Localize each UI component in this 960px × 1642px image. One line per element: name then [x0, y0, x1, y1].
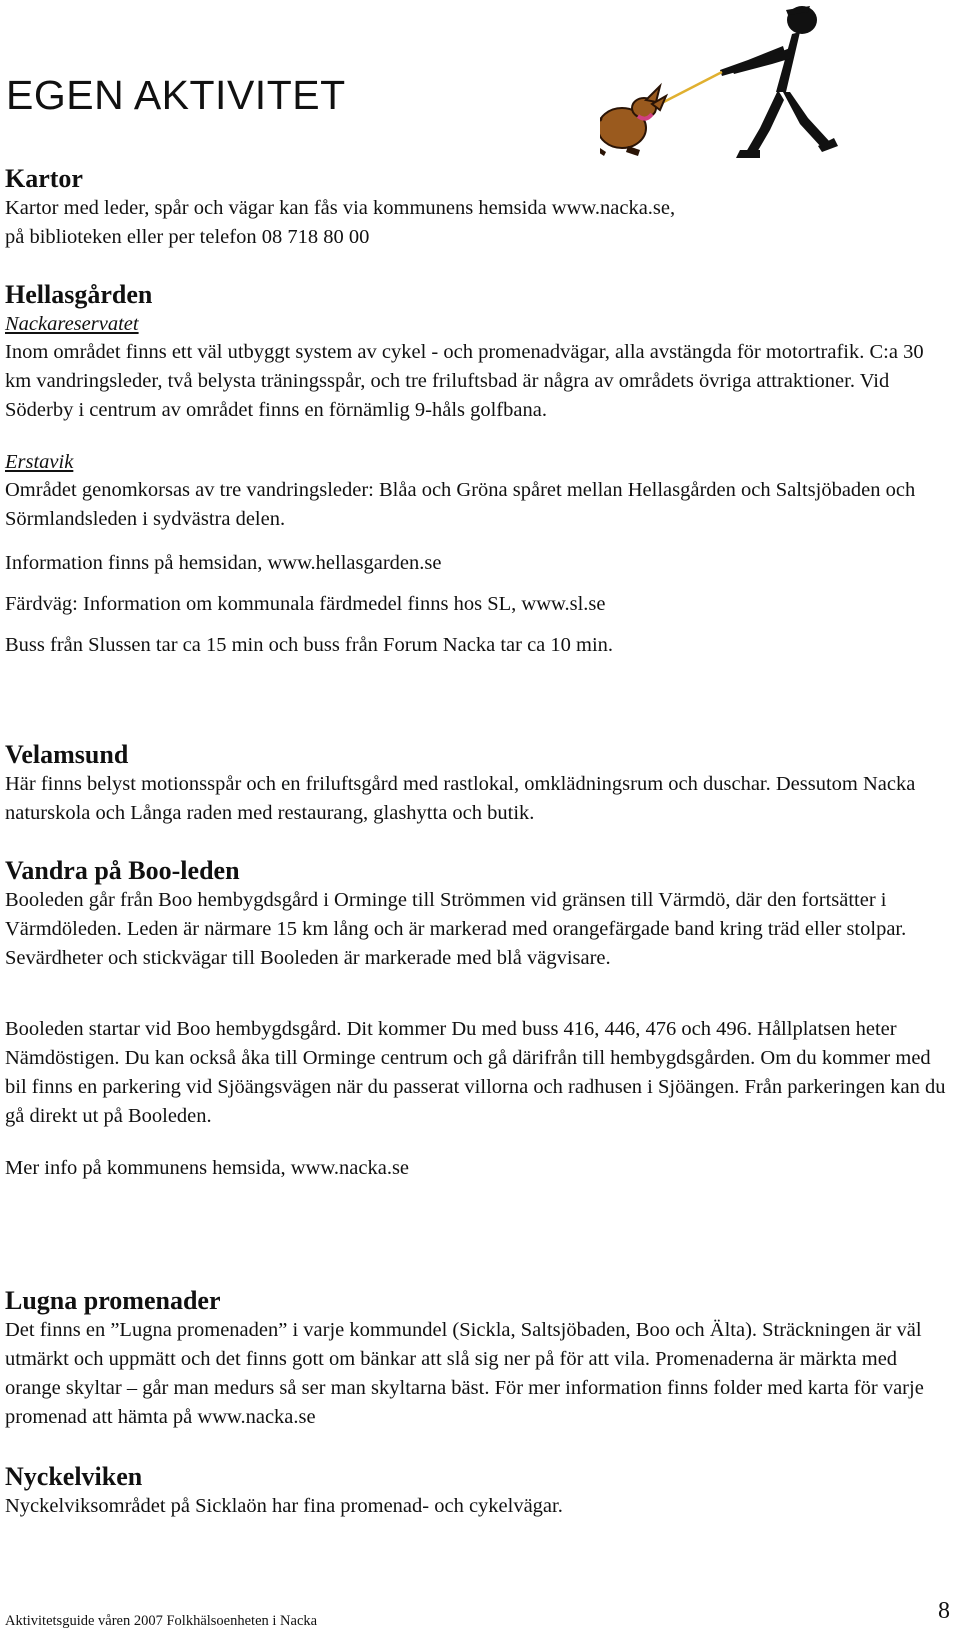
subheading-erstavik: Erstavik [5, 451, 74, 473]
section-kartor [5, 164, 950, 252]
section-booleden [5, 856, 950, 1183]
kartor-line-1: Kartor med leder, spår och vägar kan fås via kommunens hemsida www.nacka.se, [5, 197, 676, 219]
paragraph: Booleden går från Boo hembygdsgård i Orminge till Strömmen vid gränsen till Värmdö, där den fortsätter i Värmdöleden. Leden är närmare 15 km lång och är markerad med orangefärgade band kring träd eller stolpar. Sevärdheter och stickvägar till Booleden är markerade med blå vägvisare. [5, 889, 907, 969]
paragraph: Området genomkorsas av tre vandringsleder: Blåa och Gröna spåret mellan Hellasgården och Saltsjöbaden och Sörmlandsleden i sydvästra delen. [5, 479, 916, 530]
section-lugna-promenader [5, 1286, 950, 1432]
section-heading: Hellasgården [5, 280, 153, 309]
info-line: Information finns på hemsidan, www.hellasgarden.se [5, 552, 442, 574]
paragraph: Det finns en ”Lugna promenaden” i varje kommundel (Sickla, Saltsjöbaden, Boo och Älta). Sträckningen är väl utmärkt och uppmätt och det finns gott om bänkar att slå sig ner på för att vila. Promenaderna är märkta med orange skyltar – går man medurs så ser man skyltarna bäst. För mer information finns folder med karta för varje promenad att hämta på www.nacka.se [5, 1319, 924, 1428]
page-title: EGEN AKTIVITET [6, 72, 346, 118]
page-number: 8 [938, 1598, 950, 1624]
man-walking-dog-icon [600, 0, 840, 170]
section-hellasgarden [5, 280, 950, 660]
fardvag-line: Färdväg: Information om kommunala färdmedel finns hos SL, www.sl.se [5, 593, 606, 615]
section-nyckelviken [5, 1462, 950, 1521]
buss-line: Buss från Slussen tar ca 15 min och buss från Forum Nacka tar ca 10 min. [5, 634, 614, 656]
section-heading: Kartor [5, 164, 83, 193]
subheading-nackareservatet: Nackareservatet [5, 313, 139, 335]
paragraph: Booleden startar vid Boo hembygdsgård. Dit kommer Du med buss 416, 446, 476 och 496. Hållplatsen heter Nämdöstigen. Du kan också åka till Orminge centrum och gå därifrån till hembygdsgården. Om du kommer med bil finns en parkering vid Sjöängsvägen när du passerat villorna och radhusen i Sjöängen. Från parkeringen kan du gå direkt ut på Booleden. [5, 1018, 946, 1127]
section-heading: Velamsund [5, 740, 129, 769]
paragraph: Inom området finns ett väl utbyggt system av cykel - och promenadvägar, alla avstängda för motortrafik. C:a 30 km vandringsleder, två belysta träningsspår, och tre friluftsbad är några av områdets övriga attraktioner. Vid Söderby i centrum av området finns en förnämlig 9-håls golfbana. [5, 341, 924, 421]
section-heading: Lugna promenader [5, 1286, 221, 1315]
paragraph: Här finns belyst motionsspår och en friluftsgård med rastlokal, omklädningsrum och duschar. Dessutom Nacka naturskola och Långa raden med restaurang, glashytta och butik. [5, 773, 916, 824]
kartor-line-2: på biblioteken eller per telefon 08 718 80 00 [5, 226, 370, 248]
footer-text: Aktivitetsguide våren 2007 Folkhälsoenheten i Nacka [5, 1613, 318, 1629]
paragraph: Nyckelviksområdet på Sicklaön har fina promenad- och cykelvägar. [5, 1495, 563, 1517]
section-heading: Nyckelviken [5, 1462, 143, 1491]
paragraph: Mer info på kommunens hemsida, www.nacka.se [5, 1157, 410, 1179]
section-heading: Vandra på Boo-leden [5, 856, 240, 885]
section-velamsund [5, 740, 950, 828]
